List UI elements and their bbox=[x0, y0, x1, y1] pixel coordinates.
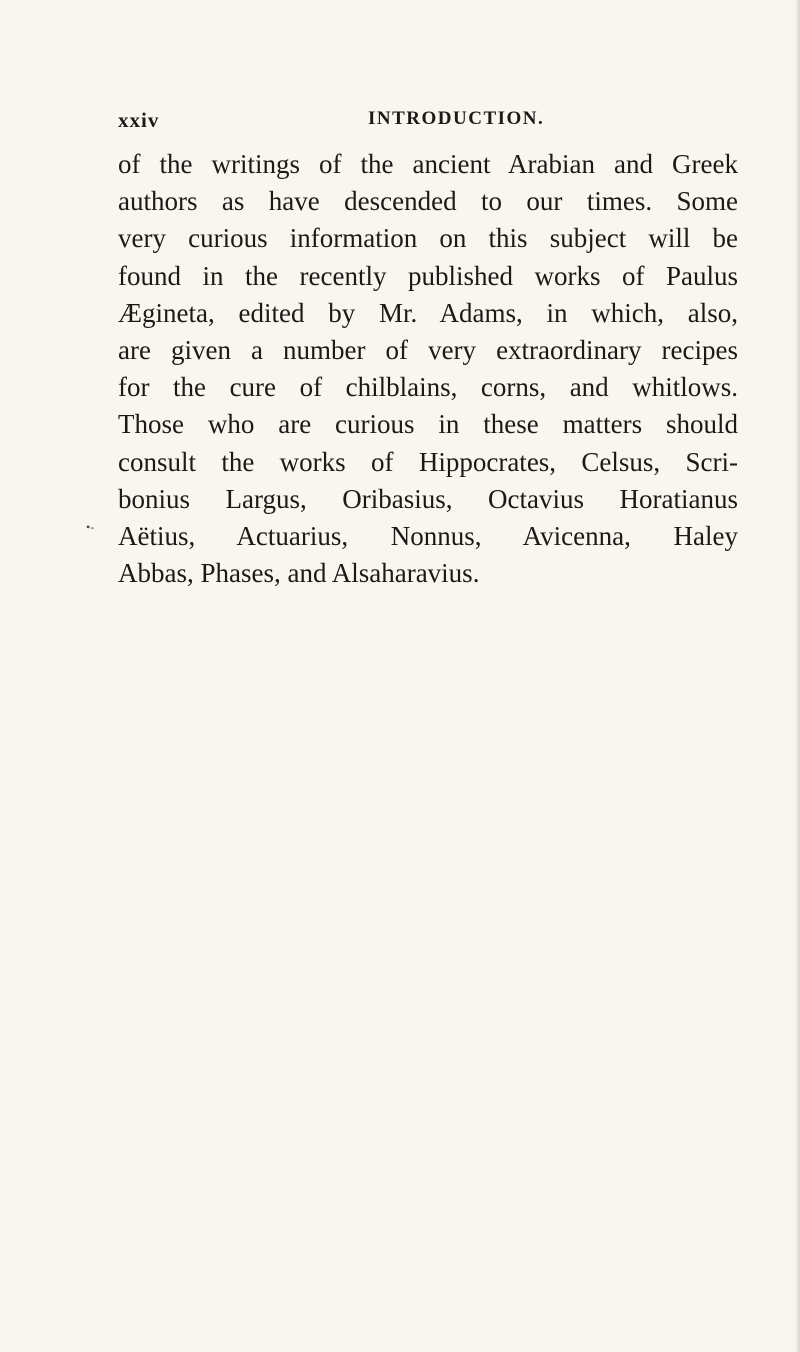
page-edge bbox=[796, 0, 800, 1352]
text-line: Abbas, Phases, and Alsaharavius. bbox=[118, 558, 480, 589]
margin-mark: •- bbox=[86, 520, 95, 534]
text-line: bonius Largus, Oribasius, Octavius Horatianus bbox=[118, 483, 738, 514]
page-number: xxiv bbox=[118, 108, 160, 132]
running-head bbox=[118, 108, 678, 138]
text-line: for the cure of chilblains, corns, and whitlows. bbox=[118, 372, 738, 403]
section-title: INTRODUCTION. bbox=[368, 108, 545, 129]
text-line: authors as have descended to our times. Some bbox=[118, 186, 738, 217]
body-paragraph bbox=[118, 146, 738, 592]
text-line: are given a number of very extraordinary recipes bbox=[118, 334, 738, 365]
text-line: Ægineta, edited by Mr. Adams, in which, also, bbox=[118, 297, 738, 328]
text-line: Aëtius, Actuarius, Nonnus, Avicenna, Haley bbox=[118, 520, 738, 551]
text-line: very curious information on this subject will be bbox=[118, 223, 738, 254]
text-line: found in the recently published works of Paulus bbox=[118, 260, 738, 291]
text-line: Those who are curious in these matters should bbox=[118, 409, 738, 440]
text-line: of the writings of the ancient Arabian and Greek bbox=[118, 149, 738, 179]
text-line: consult the works of Hippocrates, Celsus, Scri- bbox=[118, 446, 738, 477]
